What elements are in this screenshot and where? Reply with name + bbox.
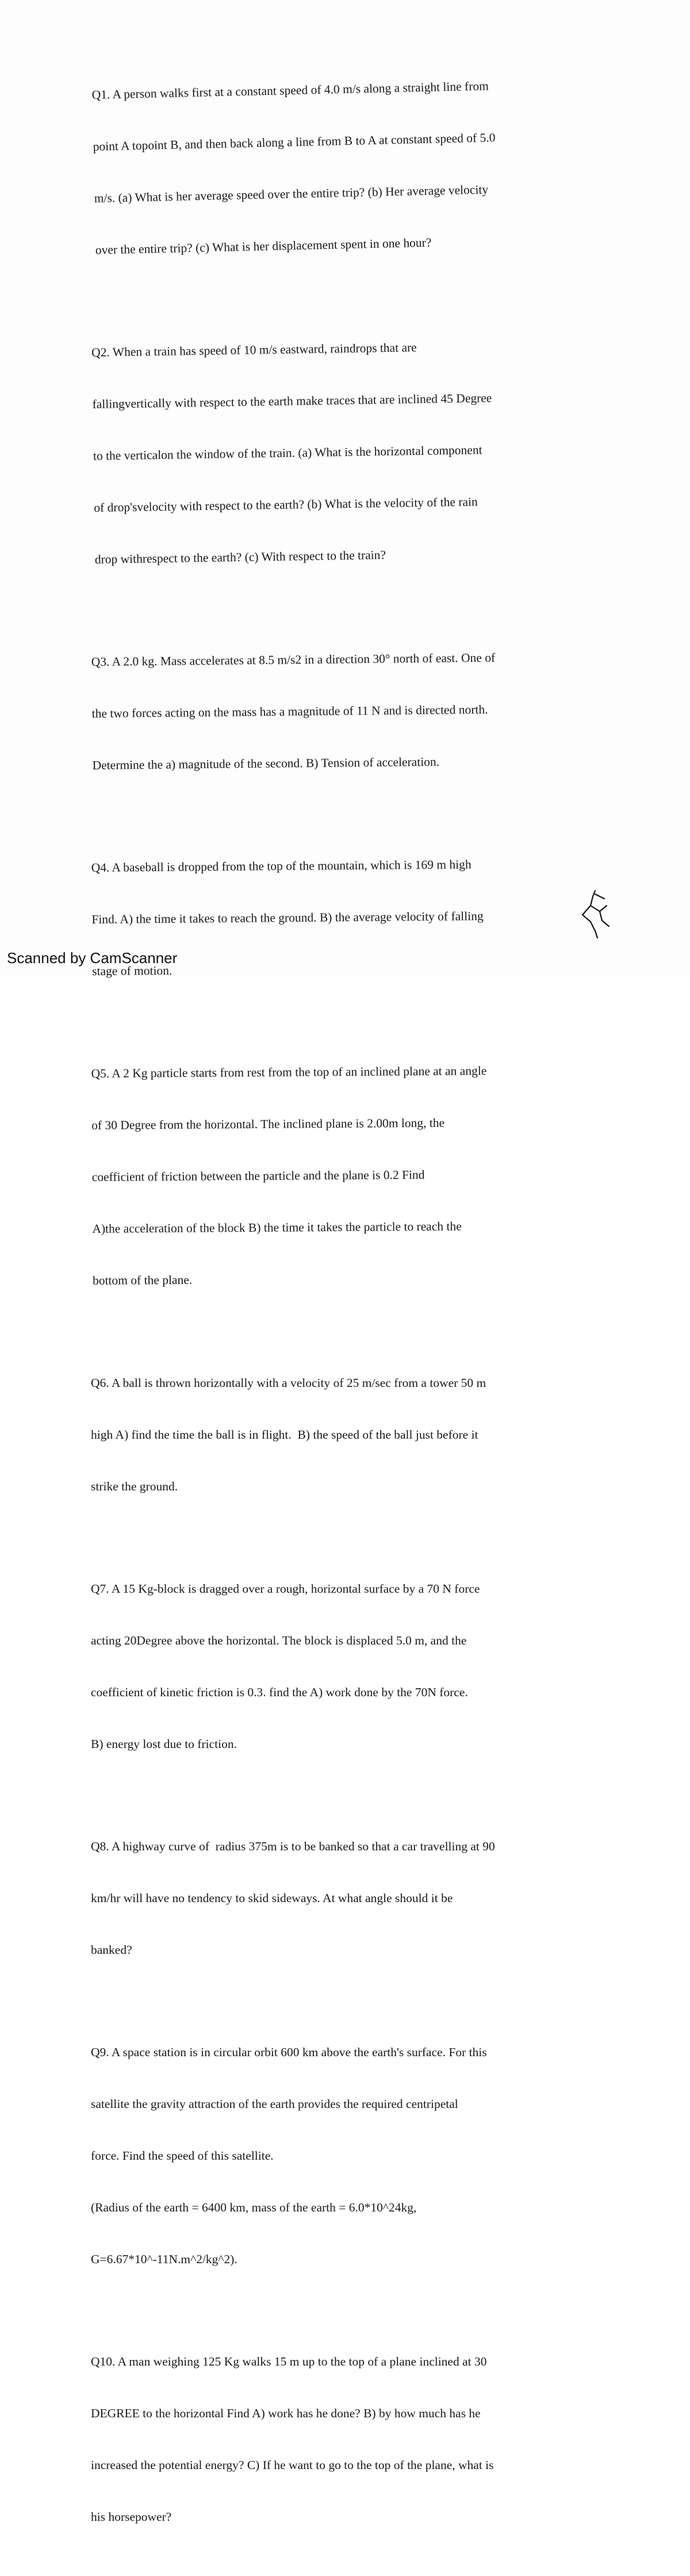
question-line: Q9. A space station is in circular orbit 600 km above the earth's surface. For this — [91, 2045, 487, 2059]
question-line: strike the ground. — [91, 1479, 178, 1493]
question-line: to the verticalon the window of the train. (a) What is the horizontal component — [93, 443, 482, 463]
question-q1 — [91, 41, 579, 293]
question-line: Q4. A baseball is dropped from the top of the mountain, which is 169 m high — [91, 857, 471, 875]
question-line: the two forces acting on the mass has a magnitude of 11 N and is directed north. — [91, 702, 488, 720]
question-line: coefficient of friction between the particle and the plane is 0.2 Find — [91, 1167, 425, 1184]
scanner-watermark: Scanned by CamScanner — [7, 949, 178, 967]
question-line: bottom of the plane. — [92, 1272, 193, 1287]
question-q2 — [91, 302, 578, 603]
question-line: of drop'svelocity with respect to the earth? (b) What is the velocity of the rain — [94, 494, 478, 515]
question-line: B) energy lost due to friction. — [91, 1737, 237, 1751]
question-q10 — [91, 2318, 574, 2560]
question-q8 — [91, 1803, 574, 1993]
question-line: his horsepower? — [91, 2510, 172, 2524]
question-q4 — [91, 821, 576, 1014]
question-line: coefficient of kinetic friction is 0.3. find the A) work done by the 70N force. — [91, 1685, 468, 1699]
question-q7 — [91, 1546, 574, 1787]
question-list — [91, 52, 574, 2576]
question-q3 — [91, 614, 576, 808]
question-line: Q8. A highway curve of radius 375m is to be banked so that a car travelling at 90 — [91, 1839, 495, 1853]
question-line: km/hr will have no tendency to skid sideways. At what angle should it be — [91, 1891, 453, 1905]
question-line: Determine the a) magnitude of the second. B) Tension of acceleration. — [92, 754, 440, 772]
question-q9 — [91, 2009, 574, 2302]
question-line: Q7. A 15 Kg-block is dragged over a rough, horizontal surface by a 70 N force — [91, 1582, 480, 1596]
question-line: fallingvertically with respect to the earth make traces that are inclined 45 Degree — [92, 391, 492, 411]
question-line: Q1. A person walks first at a constant speed of 4.0 m/s along a straight line from — [91, 79, 489, 102]
question-line: Q3. A 2.0 kg. Mass accelerates at 8.5 m/s2 in a direction 30° north of east. One of — [91, 650, 496, 669]
question-line: drop withrespect to the earth? (c) With respect to the train? — [94, 547, 386, 566]
question-line: (Radius of the earth = 6400 km, mass of the earth = 6.0*10^24kg, — [91, 2201, 417, 2214]
question-line: Find. A) the time it takes to reach the ground. B) the average velocity of falling — [91, 909, 484, 926]
question-line: increased the potential energy? C) If he want to go to the top of the plane, what is — [91, 2458, 494, 2472]
question-line: DEGREE to the horizontal Find A) work has he done? B) by how much has he — [91, 2406, 481, 2420]
question-line: force. Find the speed of this satellite. — [91, 2149, 274, 2163]
question-q5 — [91, 1027, 576, 1324]
question-line: Q5. A 2 Kg particle starts from rest from the top of an inclined plane at an angle — [91, 1064, 487, 1080]
question-line: G=6.67*10^-11N.m^2/kg^2). — [91, 2252, 237, 2266]
question-line: of 30 Degree from the horizontal. The inclined plane is 2.00m long, the — [91, 1116, 445, 1132]
question-line: acting 20Degree above the horizontal. The block is displaced 5.0 m, and the — [91, 1634, 467, 1647]
question-line: point A topoint B, and then back along a line from B to A at constant speed of 5.0 — [93, 131, 496, 154]
question-line: over the entire trip? (c) What is her displacement spent in one hour? — [95, 235, 432, 257]
handwritten-signature — [578, 888, 612, 940]
question-line: m/s. (a) What is her average speed over the entire trip? (b) Her average velocity — [94, 182, 489, 205]
question-line: A)the acceleration of the block B) the time it takes the particle to reach the — [92, 1219, 462, 1236]
question-line: Q2. When a train has speed of 10 m/s eastward, raindrops that are — [91, 340, 417, 359]
question-q6 — [91, 1340, 574, 1529]
question-line: Q6. A ball is thrown horizontally with a velocity of 25 m/sec from a tower 50 m — [91, 1376, 486, 1390]
question-line: satellite the gravity attraction of the earth provides the required centripetal — [91, 2097, 458, 2111]
question-line: high A) find the time the ball is in flight. B) the speed of the ball just before it — [91, 1428, 478, 1442]
question-line: Q10. A man weighing 125 Kg walks 15 m up to the top of a plane inclined at 30 — [91, 2355, 487, 2368]
question-line: stage of motion. — [92, 963, 172, 978]
question-line: banked? — [91, 1943, 132, 1957]
